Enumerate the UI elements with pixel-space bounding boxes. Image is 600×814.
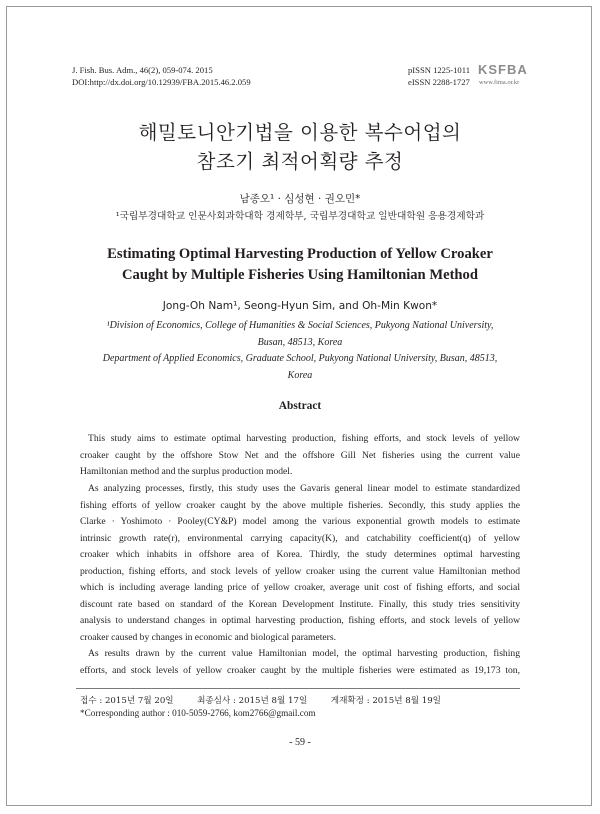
korean-title-line-2: 참조기 최적어획량 추정 (196, 150, 404, 173)
text-line: which is including average landing price of yellow croaker, average unit cost of fishing efforts, and social (80, 582, 520, 593)
english-authors: Jong-Oh Nam¹, Seong-Hyun Sim, and Oh-Min Kwon* (162, 300, 438, 312)
pissn: pISSN 1225-1011 (408, 65, 470, 75)
journal-citation (72, 64, 251, 88)
abstract-heading: Abstract (278, 400, 322, 412)
text-line: As analyzing processes, firstly, this study uses the Gavaris general linear model to estimate standardized (88, 483, 520, 494)
korean-title-line-1: 해밀토니안기법을 이용한 복수어업의 (138, 121, 462, 144)
accepted-date: 게재확정 : 2015년 8월 19일 (330, 696, 441, 706)
english-title-line-2: Caught by Multiple Fisheries Using Hamiltonian Method (122, 267, 478, 283)
english-title-line-1: Estimating Optimal Harvesting Production of Yellow Croaker (107, 246, 493, 262)
affiliation-1 (90, 318, 510, 351)
text-line: As results drawn by the current value Hamiltonian model, the optimal harvesting production, fishing (88, 648, 520, 659)
society-url[interactable]: www.fima.or.kr (479, 79, 520, 86)
abstract-paragraph-3 (80, 646, 520, 679)
text-line: croaker caught by the offshore Stow Net and the offshore Gill Net fisheries using the current value (80, 449, 520, 461)
text-line: discount rate based on standard of the Korean Development Institute. Finally, this study tries sensitivity (80, 598, 520, 610)
journal-line: J. Fish. Bus. Adm., 46(2), 059-074. 2015 (72, 65, 213, 75)
eissn: eISSN 2288-1727 (408, 77, 470, 87)
issn-block (408, 64, 470, 88)
text-line: fishing efforts of yellow croaker caught by the above multiple fisheries. Secondly, this study applies the (80, 499, 520, 511)
korean-affiliation: ¹국립부경대학교 인문사회과학대학 경제학부, 국립부경대학교 일반대학원 응용경제학과 (115, 211, 485, 222)
text-line: analysis to understand changes in optimal harvesting production, fishing efforts, and stock levels of yellow (80, 615, 520, 626)
doi-link[interactable]: DOI:http://dx.doi.org/10.12939/FBA.2015.46.2.059 (72, 77, 251, 87)
text-line: efforts, and stock levels of yellow croaker caught by the multiple fisheries were estimated as 19,173 ton, (80, 664, 520, 676)
abstract-paragraph-2 (80, 481, 520, 646)
korean-authors: 남종오¹ · 심성현 · 권오민* (239, 193, 361, 205)
affiliation-1-line-2: Busan, 48513, Korea (257, 336, 343, 348)
affiliation-2-line-1: Department of Applied Economics, Graduate School, Pukyong National University, Busan, 48513, (102, 353, 498, 364)
received-date: 접수 : 2015년 7월 20일 (80, 696, 174, 706)
text-line: production, fishing efforts, and stock levels of yellow croaker using the current value Hamiltonian method (80, 565, 520, 577)
page-number: - 59 - (289, 737, 311, 748)
abstract-paragraph-1 (80, 431, 520, 481)
affiliation-1-line-1: ¹Division of Economics, College of Humanities & Social Sciences, Pukyong National University, (106, 320, 494, 331)
text-line: intrinsic growth rate(r), environmental carrying capacity(K), and catchability coefficient(q) of yellow (80, 532, 520, 544)
text-line: croaker caused by changes in economic and biological parameters. (80, 631, 336, 643)
submission-dates (80, 694, 441, 706)
text-line: Clarke · Yoshimoto · Pooley(CY&P) model among the various exponential growth models to estimate (80, 516, 520, 527)
footnote-divider (76, 688, 520, 689)
affiliation-2 (90, 351, 510, 384)
final-review-date: 최종심사 : 2015년 8월 17일 (197, 696, 308, 706)
affiliation-2-line-2: Korea (287, 369, 313, 381)
text-line: This study aims to estimate optimal harvesting production, fishing efforts, and stock levels of yellow (88, 433, 520, 444)
text-line: croaker which inhabits in offshore area of Korea. Thirdly, the study determines optimal harvesting (80, 549, 520, 560)
ksfba-logo: KSFBA (478, 62, 528, 77)
corresponding-author-note: *Corresponding author : 010-5059-2766, kom2766@gmail.com (80, 708, 316, 718)
text-line: Hamiltonian method and the surplus production model. (80, 466, 293, 477)
